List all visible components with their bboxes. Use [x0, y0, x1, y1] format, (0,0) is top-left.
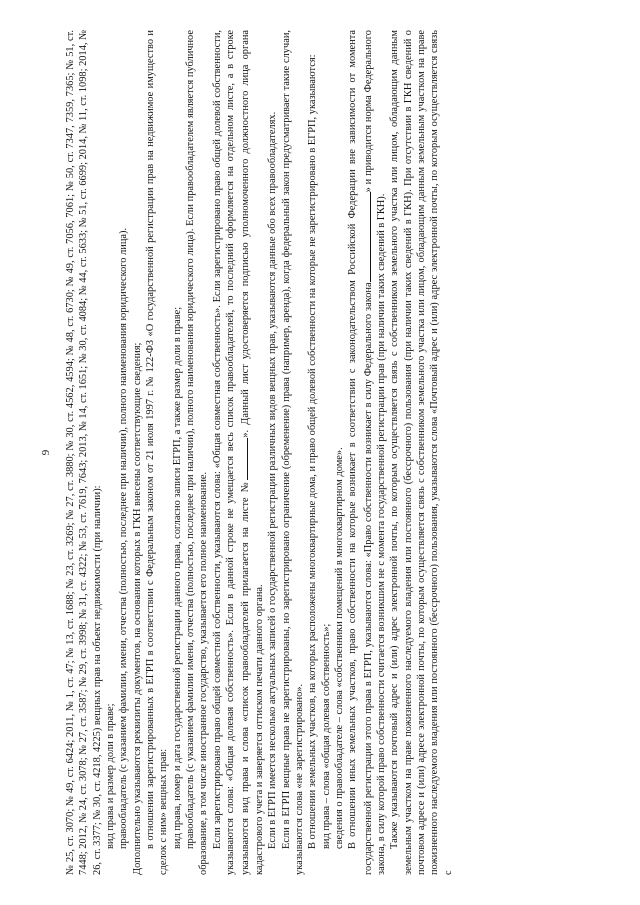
paragraph	[333, 30, 346, 875]
paragraph	[306, 30, 319, 875]
paragraph-text: Дополнительно указываются реквизиты документов, на основании которых в ГКН внесены соответствующие сведения;	[131, 342, 143, 875]
paragraph	[388, 30, 455, 875]
page-number: 9	[40, 449, 52, 456]
paragraph-text: вид права – слова «общая долевая собственность»;	[320, 623, 332, 849]
paragraph-text: вид права, номер и дата государственной регистрации данного права, согласно записи ЕГРП, а также размер доли в праве;	[171, 306, 183, 849]
paragraph-text-after-blank: » и приводится норма Федерального закона, в силу которой право собственности считается возникшим не с момента государственной регистрации прав (при наличии таких сведений в ГКН).	[362, 29, 387, 875]
paragraph	[320, 30, 333, 875]
paragraph-text: вид права и размер доли в праве;	[105, 703, 117, 849]
paragraph	[171, 30, 184, 875]
paragraph	[104, 30, 117, 875]
paragraph-text: в отношении зарегистрированных в ЕГРП в соответствии с Федеральным законом от 21 июля 1997 г. № 122-ФЗ «О государственной регистрации прав на недвижимое имущество и сделок с ним» вещных прав:	[145, 30, 170, 875]
paragraph-text: В отношении земельных участков, на которых расположены многоквартирные дома, и право общей долевой собственности на которые не зарегистрировано в ЕГРП, указываются:	[307, 54, 319, 849]
paragraph-text: В отношении иных земельных участков, право собственности на которые возникает в соответствии с законодательством Российской Федерации вне зависимости от момента государственной регистрации этого права в ЕГРП, указываются слова: «Право собственности возникает в силу Федерального закона	[347, 30, 374, 875]
paragraph-text: № 25, ст. 3070; № 49, ст. 6424; 2011, № 1, ст. 47; № 13, ст. 1688; № 23, ст. 3269; № 27, ст. 3880; № 30, ст. 4562, 4594; № 48, ст. 6730; № 49, ст. 7056, 7061; № 50, ст. 7347, 7359, 7365; № 51, ст. 7448; 2012, № 24, ст. 3078; № 27, ст. 3587; № 29, ст. 3998; № 31, ст. 4322; № 53, ст. 7619, 7643; 2013, № 14, ст. 1651; № 30, ст. 4084; № 44, ст. 5633; № 51, ст. 6699; 2014, № 11, ст. 1098; 2014, № 26, ст. 3377; № 30, ст. 4218, 4225) вещных прав на объект недвижимости (при наличии):	[65, 30, 103, 875]
document-body	[64, 30, 455, 875]
blank-line	[360, 192, 371, 282]
paragraph	[346, 30, 388, 875]
paragraph-text: Если зарегистрировано право общей совместной собственности, указываются слова: «Общая совместная собственность». Если зарегистрировано право общей долевой собственности, указываются слова: «Общая долевая собственность». Если в данной строке не умещается весь список правообладателей, то последний оформляется на отдельном листе, а в строке указываются вид права и слова «список правообладателей прилагается на листе №	[211, 30, 252, 875]
paragraph	[64, 30, 104, 875]
paragraph-text: Также указываются почтовый адрес и (или) адрес электронной почты, по которым осуществляется связь с собственником земельного участка или лицом, обладающим данным земельным участком на праве пожизненного наследуемого владения или постоянного (бессрочного) пользования (при наличии таких сведений в ГКН). При отсутствии в ГКН сведений о почтовом адресе и (или) адресе электронной почты, по которым осуществляется связь с собственником земельного участка или лицом, обладающим данным земельным участком на праве пожизненного наследуемого владения или постоянного (бессрочного) пользования, указываются слова «Почтовый адрес и (или) адрес электронной почты, по которым осуществляется связь с	[389, 30, 454, 875]
paragraph-text: правообладатель (с указанием фамилии имени, отчества (полностью, последнее при наличии), полного наименования юридического лица). Если правообладателем является публичное образование, в том числе иностранное государство, указывается его полное наименование.	[185, 30, 210, 875]
paragraph	[117, 30, 130, 875]
paragraph-text-after-blank: ». Данный лист удостоверяется подписью уполномоченного должностного лица органа кадастрового учета и заверяется оттиском печати данного органа.	[240, 29, 265, 875]
blank-line	[237, 438, 248, 480]
paragraph	[280, 30, 307, 875]
rotated-page-content	[40, 30, 600, 875]
paragraph	[144, 30, 171, 875]
paragraph	[266, 30, 279, 875]
paragraph	[131, 30, 144, 875]
paragraph	[184, 30, 211, 875]
paragraph-text: Если в ЕГРП вещные права не зарегистрированы, но зарегистрировано ограничение (обременение) права (например, аренда), когда федеральный закон предусматривает такие случаи, указываются слова «не зарегистрировано».	[280, 30, 305, 875]
paragraph-text: правообладатель (с указанием фамилии, имени, отчества (полностью, последнее при наличии), полного наименования юридического лица).	[118, 227, 130, 849]
paragraph-text: сведения о правообладателе – слова «собственники помещений в многоквартирном доме».	[333, 447, 345, 849]
paragraph	[211, 30, 266, 875]
paragraph-text: Если в ЕГРП имеется несколько актуальных записей о государственной регистрации различных видов вещных прав, указываются данные обо всех правообладателях.	[267, 111, 279, 849]
